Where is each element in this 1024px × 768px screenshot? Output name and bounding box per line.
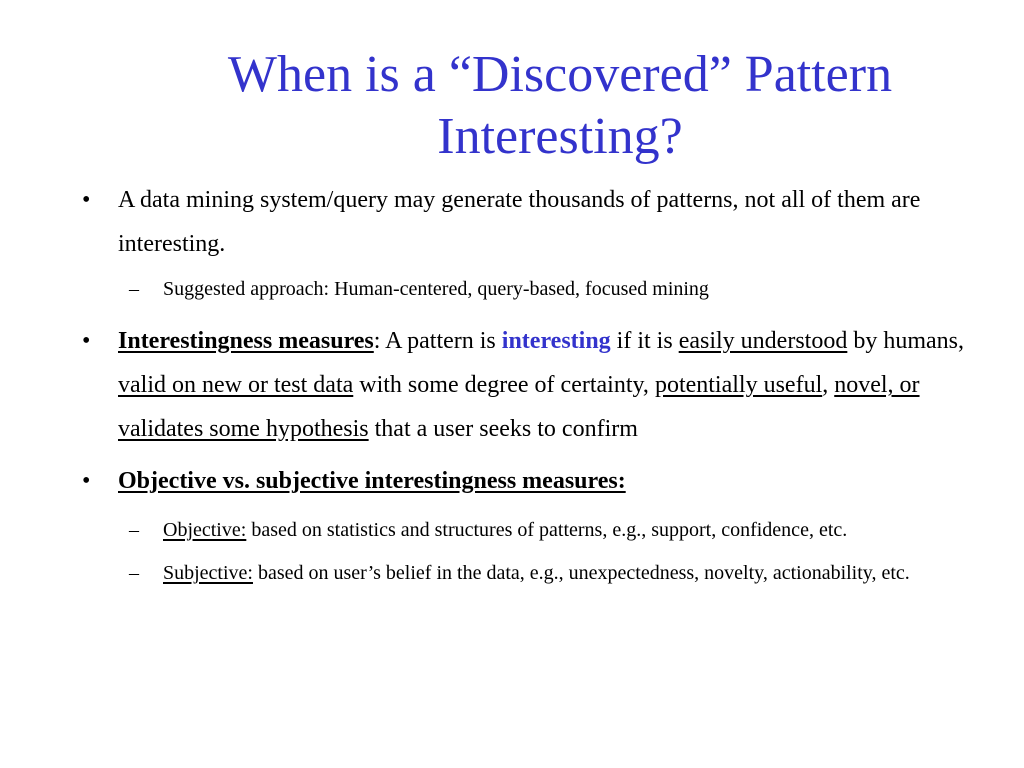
bullet-2-text-b: if it is — [610, 328, 679, 354]
potentially-useful-term: potentially useful — [654, 372, 823, 398]
bullet-item-3 — [82, 459, 980, 503]
bullet-icon: • — [82, 187, 91, 213]
interesting-keyword: interesting — [501, 328, 611, 354]
bullet-item-1 — [82, 178, 980, 266]
sub-bullet-1-1-text: Suggested approach: Human-centered, query-based, focused mining — [163, 278, 709, 300]
slide-title — [150, 44, 970, 168]
dash-icon: – — [129, 278, 139, 300]
bullet-item-2 — [82, 319, 980, 451]
dash-icon: – — [129, 519, 139, 541]
bullet-icon: • — [82, 468, 91, 494]
objective-label: Objective: — [163, 519, 247, 541]
novel-term: novel, or validates some hypothesis — [118, 372, 920, 442]
dash-icon: – — [129, 562, 139, 584]
bullet-2-text-e: , — [822, 372, 835, 398]
objective-text: based on statistics and structures of patterns, e.g., support, confidence, etc. — [246, 519, 848, 541]
sub-bullet-item-3-2 — [129, 554, 963, 593]
valid-data-term: valid on new or test data — [118, 372, 354, 398]
bullet-icon: • — [82, 328, 91, 354]
sub-bullet-item-3-1 — [129, 511, 963, 550]
slide-body — [0, 178, 1024, 593]
interestingness-measures-term: Interestingness measures — [118, 328, 374, 354]
bullet-3-text: Objective vs. subjective interestingness measures: — [118, 468, 626, 494]
easily-understood-term: easily understood — [678, 328, 848, 354]
slide-title-line2: Interesting? — [437, 108, 683, 165]
bullet-2-text-d: with some degree of certainty, — [353, 372, 655, 398]
subjective-text: based on user’s belief in the data, e.g., unexpectedness, novelty, actionability, etc. — [252, 562, 910, 584]
slide-title-line1: When is a “Discovered” Pattern — [227, 46, 893, 103]
bullet-1-text: A data mining system/query may generate thousands of patterns, not all of them are interesting. — [118, 187, 921, 257]
bullet-2-text-c: by humans, — [847, 328, 964, 354]
bullet-2-text-f: that a user seeks to confirm — [368, 416, 638, 442]
bullet-2-text-a: : A pattern is — [373, 328, 502, 354]
sub-bullet-item-1-1 — [129, 270, 963, 309]
subjective-label: Subjective: — [163, 562, 253, 584]
